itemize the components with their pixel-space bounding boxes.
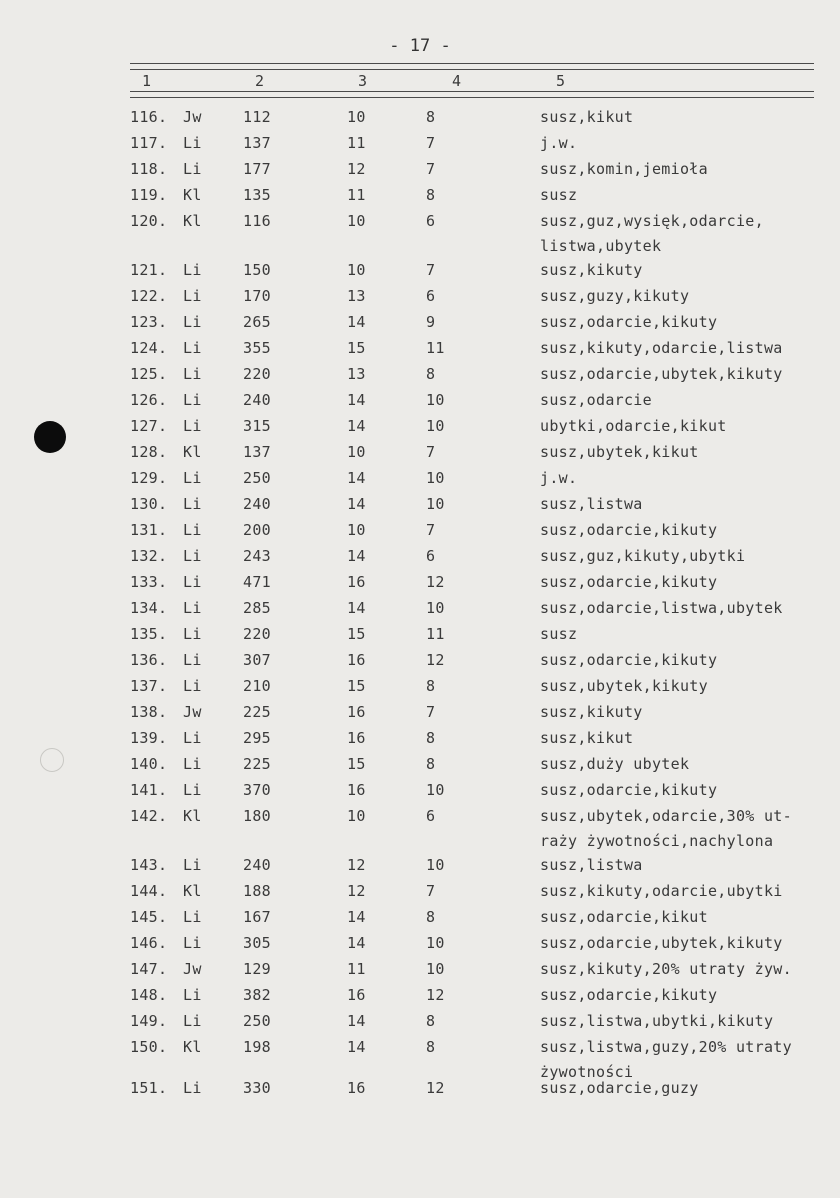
col2-value: 200 (243, 521, 271, 539)
species-code: Kl (183, 807, 202, 825)
col2-value: 471 (243, 573, 271, 591)
col3-value: 11 (347, 186, 366, 204)
species-code: Li (183, 908, 202, 926)
col4-value: 12 (426, 1079, 445, 1097)
col4-value: 12 (426, 651, 445, 669)
species-code: Li (183, 677, 202, 695)
row-number: 126. (130, 391, 168, 409)
col2-value: 220 (243, 625, 271, 643)
row-number: 145. (130, 908, 168, 926)
species-code: Li (183, 495, 202, 513)
col3-value: 12 (347, 882, 366, 900)
col4-value: 8 (426, 1038, 436, 1056)
notes: susz,odarcie,kikuty (540, 986, 718, 1004)
col3-value: 16 (347, 729, 366, 747)
col2-value: 295 (243, 729, 271, 747)
col2-value: 250 (243, 1012, 271, 1030)
col3-value: 12 (347, 856, 366, 874)
row-number: 144. (130, 882, 168, 900)
notes: susz,odarcie,ubytek,kikuty (540, 934, 783, 952)
col4-value: 11 (426, 339, 445, 357)
col4-value: 10 (426, 856, 445, 874)
col4-value: 8 (426, 908, 436, 926)
col3-value: 13 (347, 365, 366, 383)
col3-value: 16 (347, 781, 366, 799)
notes: susz,odarcie,kikuty (540, 313, 718, 331)
col4-value: 6 (426, 807, 436, 825)
col4-value: 10 (426, 599, 445, 617)
species-code: Li (183, 391, 202, 409)
species-code: Li (183, 755, 202, 773)
species-code: Kl (183, 186, 202, 204)
species-code: Li (183, 160, 202, 178)
col4-value: 7 (426, 703, 436, 721)
row-number: 142. (130, 807, 168, 825)
col2-value: 243 (243, 547, 271, 565)
species-code: Li (183, 729, 202, 747)
column-header-2: 2 (255, 72, 265, 90)
row-number: 124. (130, 339, 168, 357)
col2-value: 198 (243, 1038, 271, 1056)
row-number: 118. (130, 160, 168, 178)
col2-value: 265 (243, 313, 271, 331)
col3-value: 14 (347, 1038, 366, 1056)
species-code: Li (183, 521, 202, 539)
species-code: Li (183, 934, 202, 952)
row-number: 147. (130, 960, 168, 978)
col2-value: 382 (243, 986, 271, 1004)
col4-value: 7 (426, 521, 436, 539)
row-number: 121. (130, 261, 168, 279)
row-number: 130. (130, 495, 168, 513)
species-code: Kl (183, 443, 202, 461)
col3-value: 11 (347, 960, 366, 978)
col2-value: 240 (243, 856, 271, 874)
col4-value: 8 (426, 677, 436, 695)
row-number: 138. (130, 703, 168, 721)
notes: susz,odarcie,listwa,ubytek (540, 599, 783, 617)
column-header-1: 1 (142, 72, 152, 90)
species-code: Kl (183, 882, 202, 900)
col4-value: 7 (426, 443, 436, 461)
col2-value: 188 (243, 882, 271, 900)
col3-value: 10 (347, 443, 366, 461)
col3-value: 15 (347, 755, 366, 773)
species-code: Li (183, 547, 202, 565)
notes: susz,kikut (540, 108, 634, 126)
col2-value: 177 (243, 160, 271, 178)
col2-value: 135 (243, 186, 271, 204)
species-code: Li (183, 339, 202, 357)
species-code: Li (183, 134, 202, 152)
species-code: Li (183, 856, 202, 874)
row-number: 117. (130, 134, 168, 152)
col2-value: 170 (243, 287, 271, 305)
row-number: 136. (130, 651, 168, 669)
row-number: 119. (130, 186, 168, 204)
notes: susz,kikuty (540, 703, 643, 721)
notes: susz,odarcie,ubytek,kikuty (540, 365, 783, 383)
notes: susz,listwa,ubytki,kikuty (540, 1012, 774, 1030)
col2-value: 250 (243, 469, 271, 487)
notes-continued: listwa,ubytek (540, 237, 662, 255)
col3-value: 12 (347, 160, 366, 178)
species-code: Li (183, 986, 202, 1004)
notes: susz,listwa,guzy,20% utraty (540, 1038, 792, 1056)
row-number: 133. (130, 573, 168, 591)
col4-value: 9 (426, 313, 436, 331)
notes: susz,kikuty,odarcie,listwa (540, 339, 783, 357)
col2-value: 285 (243, 599, 271, 617)
notes: susz,kikut (540, 729, 634, 747)
col2-value: 180 (243, 807, 271, 825)
col2-value: 112 (243, 108, 271, 126)
col2-value: 225 (243, 755, 271, 773)
row-number: 151. (130, 1079, 168, 1097)
row-number: 127. (130, 417, 168, 435)
col4-value: 10 (426, 417, 445, 435)
punch-hole-mark (40, 748, 64, 772)
col3-value: 14 (347, 1012, 366, 1030)
col2-value: 137 (243, 134, 271, 152)
punch-hole (34, 421, 66, 453)
col3-value: 14 (347, 908, 366, 926)
col2-value: 150 (243, 261, 271, 279)
col2-value: 305 (243, 934, 271, 952)
col2-value: 330 (243, 1079, 271, 1097)
col3-value: 14 (347, 469, 366, 487)
notes-continued: żywotności (540, 1063, 634, 1081)
species-code: Li (183, 781, 202, 799)
notes: susz,odarcie,kikuty (540, 651, 718, 669)
notes: susz,ubytek,kikuty (540, 677, 708, 695)
species-code: Li (183, 365, 202, 383)
col2-value: 210 (243, 677, 271, 695)
header-rule-top (130, 63, 814, 70)
col4-value: 10 (426, 495, 445, 513)
notes: susz,odarcie,kikuty (540, 781, 718, 799)
row-number: 137. (130, 677, 168, 695)
row-number: 123. (130, 313, 168, 331)
notes: susz,odarcie,kikuty (540, 573, 718, 591)
col4-value: 6 (426, 547, 436, 565)
col2-value: 225 (243, 703, 271, 721)
col2-value: 137 (243, 443, 271, 461)
col4-value: 10 (426, 469, 445, 487)
species-code: Li (183, 625, 202, 643)
col2-value: 240 (243, 391, 271, 409)
col4-value: 10 (426, 960, 445, 978)
species-code: Kl (183, 1038, 202, 1056)
notes: j.w. (540, 134, 578, 152)
col4-value: 7 (426, 261, 436, 279)
col4-value: 8 (426, 1012, 436, 1030)
species-code: Li (183, 599, 202, 617)
col3-value: 16 (347, 703, 366, 721)
row-number: 139. (130, 729, 168, 747)
row-number: 148. (130, 986, 168, 1004)
col4-value: 8 (426, 186, 436, 204)
notes: susz (540, 625, 578, 643)
row-number: 135. (130, 625, 168, 643)
col4-value: 7 (426, 160, 436, 178)
col3-value: 16 (347, 651, 366, 669)
col3-value: 11 (347, 134, 366, 152)
notes: susz,komin,jemioła (540, 160, 708, 178)
species-code: Li (183, 313, 202, 331)
row-number: 141. (130, 781, 168, 799)
col4-value: 8 (426, 729, 436, 747)
col3-value: 14 (347, 391, 366, 409)
col3-value: 14 (347, 934, 366, 952)
col4-value: 6 (426, 212, 436, 230)
notes: ubytki,odarcie,kikut (540, 417, 727, 435)
species-code: Li (183, 469, 202, 487)
col3-value: 13 (347, 287, 366, 305)
species-code: Kl (183, 212, 202, 230)
col3-value: 10 (347, 212, 366, 230)
notes: susz,ubytek,odarcie,30% ut- (540, 807, 792, 825)
notes: susz,kikuty (540, 261, 643, 279)
col2-value: 220 (243, 365, 271, 383)
col3-value: 14 (347, 495, 366, 513)
row-number: 150. (130, 1038, 168, 1056)
col4-value: 12 (426, 986, 445, 1004)
row-number: 120. (130, 212, 168, 230)
col4-value: 8 (426, 365, 436, 383)
species-code: Li (183, 1079, 202, 1097)
notes: susz (540, 186, 578, 204)
species-code: Jw (183, 108, 202, 126)
col2-value: 315 (243, 417, 271, 435)
row-number: 132. (130, 547, 168, 565)
species-code: Li (183, 287, 202, 305)
notes: susz,kikuty,odarcie,ubytki (540, 882, 783, 900)
notes: susz,odarcie,kikuty (540, 521, 718, 539)
row-number: 134. (130, 599, 168, 617)
row-number: 125. (130, 365, 168, 383)
notes: susz,odarcie (540, 391, 652, 409)
column-header-3: 3 (358, 72, 368, 90)
notes: susz,guzy,kikuty (540, 287, 690, 305)
column-header-4: 4 (452, 72, 462, 90)
col2-value: 370 (243, 781, 271, 799)
col2-value: 307 (243, 651, 271, 669)
species-code: Li (183, 417, 202, 435)
col3-value: 16 (347, 986, 366, 1004)
notes: susz,guz,kikuty,ubytki (540, 547, 746, 565)
row-number: 122. (130, 287, 168, 305)
notes: susz,kikuty,20% utraty żyw. (540, 960, 792, 978)
col4-value: 7 (426, 134, 436, 152)
col2-value: 116 (243, 212, 271, 230)
col4-value: 6 (426, 287, 436, 305)
col2-value: 355 (243, 339, 271, 357)
row-number: 116. (130, 108, 168, 126)
col3-value: 15 (347, 339, 366, 357)
column-header-5: 5 (556, 72, 566, 90)
col3-value: 15 (347, 677, 366, 695)
col3-value: 14 (347, 313, 366, 331)
col3-value: 16 (347, 573, 366, 591)
row-number: 149. (130, 1012, 168, 1030)
species-code: Jw (183, 703, 202, 721)
col4-value: 10 (426, 391, 445, 409)
col3-value: 10 (347, 261, 366, 279)
notes: susz,odarcie,kikut (540, 908, 708, 926)
row-number: 140. (130, 755, 168, 773)
notes: j.w. (540, 469, 578, 487)
col3-value: 14 (347, 599, 366, 617)
col3-value: 10 (347, 807, 366, 825)
row-number: 128. (130, 443, 168, 461)
col4-value: 12 (426, 573, 445, 591)
col4-value: 7 (426, 882, 436, 900)
page-number: - 17 - (389, 36, 451, 56)
row-number: 129. (130, 469, 168, 487)
row-number: 146. (130, 934, 168, 952)
header-rule-bottom (130, 91, 814, 98)
species-code: Li (183, 1012, 202, 1030)
notes: susz,ubytek,kikut (540, 443, 699, 461)
col3-value: 16 (347, 1079, 366, 1097)
notes: susz,duży ubytek (540, 755, 690, 773)
col2-value: 167 (243, 908, 271, 926)
notes: susz,odarcie,guzy (540, 1079, 699, 1097)
col4-value: 8 (426, 108, 436, 126)
col3-value: 10 (347, 521, 366, 539)
col3-value: 10 (347, 108, 366, 126)
col4-value: 11 (426, 625, 445, 643)
species-code: Li (183, 573, 202, 591)
species-code: Li (183, 651, 202, 669)
row-number: 131. (130, 521, 168, 539)
col4-value: 8 (426, 755, 436, 773)
col4-value: 10 (426, 781, 445, 799)
notes: susz,guz,wysięk,odarcie, (540, 212, 764, 230)
row-number: 143. (130, 856, 168, 874)
notes: susz,listwa (540, 856, 643, 874)
col2-value: 129 (243, 960, 271, 978)
species-code: Jw (183, 960, 202, 978)
notes-continued: raży żywotności,nachylona (540, 832, 774, 850)
species-code: Li (183, 261, 202, 279)
notes: susz,listwa (540, 495, 643, 513)
col3-value: 14 (347, 417, 366, 435)
col4-value: 10 (426, 934, 445, 952)
col2-value: 240 (243, 495, 271, 513)
col3-value: 15 (347, 625, 366, 643)
col3-value: 14 (347, 547, 366, 565)
